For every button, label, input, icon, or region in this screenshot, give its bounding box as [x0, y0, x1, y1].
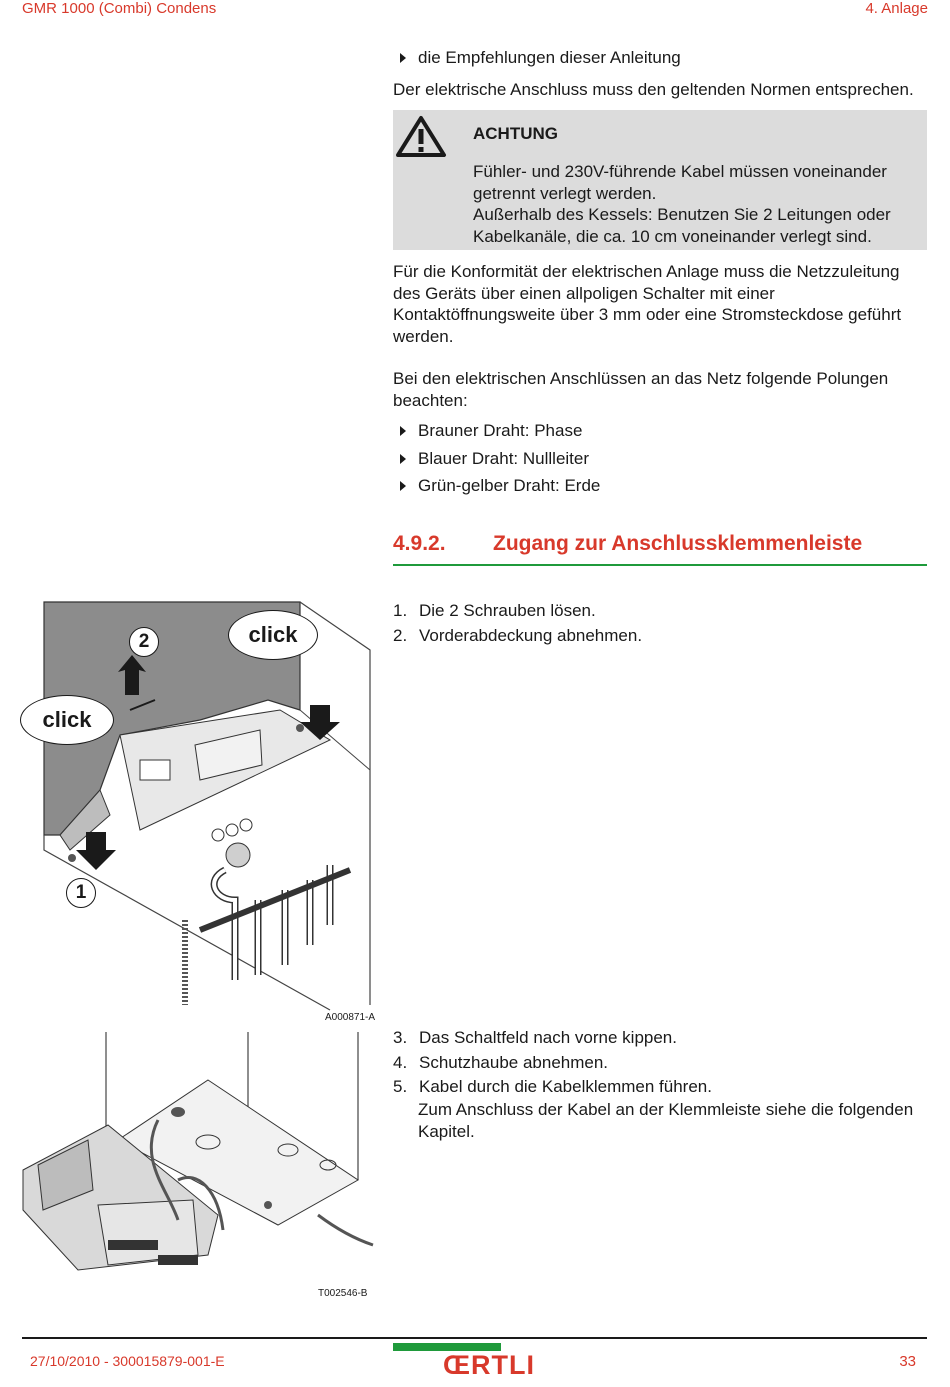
step-text-line: Zum Anschluss der Kabel an der Klemmleiste siehe die folgenden: [418, 1100, 914, 1119]
boiler-cover-illustration: [0, 600, 375, 1012]
step-text: Kabel durch die Kabelklemmen führen.: [419, 1077, 712, 1096]
step-item: [393, 1053, 608, 1073]
polarity-bullet: [392, 421, 582, 441]
figure-cover-removal: [0, 600, 375, 1012]
section-rule: [393, 564, 927, 566]
polarity-bullet-text: Grün-gelber Draht: Erde: [418, 476, 601, 495]
paragraph-polarity: [393, 368, 888, 411]
warning-title: ACHTUNG: [473, 124, 558, 143]
figure-code: T002546-B: [318, 1288, 368, 1299]
step-number: 1.: [393, 601, 408, 620]
step-number: 2.: [393, 626, 408, 645]
control-panel-illustration: [18, 1030, 376, 1285]
step-text-line: Kapitel.: [418, 1121, 475, 1141]
intro-bullet-text: die Empfehlungen dieser Anleitung: [418, 48, 681, 67]
step-number: 4.: [393, 1053, 408, 1072]
step-number: 3.: [393, 1028, 408, 1047]
step-item: [393, 601, 596, 621]
step-item: [393, 626, 642, 646]
polarity-bullet-text: Brauner Draht: Phase: [418, 421, 583, 440]
bullet-arrow-icon: [400, 426, 406, 436]
paragraph-line: des Geräts über einen allpoligen Schalter mit einer: [393, 283, 775, 303]
footer-date-ref: 27/10/2010 - 300015879-001-E: [30, 1353, 225, 1369]
intro-bullet: [392, 48, 681, 68]
warning-line: Fühler- und 230V-führende Kabel müssen voneinander: [473, 162, 887, 181]
click-callout-left: click: [20, 695, 114, 745]
figure-code: A000871-A: [325, 1012, 376, 1023]
step-text: Vorderabdeckung abnehmen.: [419, 626, 643, 645]
header-chapter: 4. Anlage: [865, 0, 928, 17]
warning-line: Kabelkanäle, die ca. 10 cm voneinander verlegt sind.: [473, 226, 872, 246]
step-text: Die 2 Schrauben lösen.: [419, 601, 596, 620]
click-callout-top: click: [228, 610, 318, 660]
intro-line: Der elektrische Anschluss muss den geltenden Normen entsprechen.: [393, 80, 914, 99]
paragraph-line: Bei den elektrischen Anschlüssen an das Netz folgende Polungen: [393, 369, 889, 388]
section-title: Zugang zur Anschlussklemmenleiste: [493, 532, 863, 555]
bullet-arrow-icon: [400, 53, 406, 63]
warning-box: [393, 110, 927, 250]
bullet-arrow-icon: [400, 454, 406, 464]
figure-label-2: 2: [129, 627, 159, 657]
paragraph-line: Kontaktöffnungsweite über 3 mm oder eine Stromsteckdose geführt: [393, 305, 902, 324]
paragraph-conformity: [393, 261, 901, 347]
warning-triangle-icon: [395, 114, 447, 158]
paragraph-line: beachten:: [393, 390, 468, 410]
polarity-bullet-text: Blauer Draht: Nullleiter: [418, 449, 590, 468]
paragraph-line: Für die Konformität der elektrischen Anlage muss die Netzzuleitung: [393, 262, 900, 281]
section-number: 4.9.2.: [393, 532, 446, 555]
figure-control-panel: [18, 1030, 376, 1285]
polarity-bullet: [392, 476, 600, 496]
warning-line: getrennt verlegt werden.: [473, 183, 657, 203]
figure-label-1: 1: [66, 878, 96, 908]
step-item: [393, 1077, 712, 1097]
paragraph-line: werden.: [393, 326, 454, 346]
footer-rule: [22, 1337, 927, 1339]
step-text: Das Schaltfeld nach vorne kippen.: [419, 1028, 677, 1047]
bullet-arrow-icon: [400, 481, 406, 491]
step-number: 5.: [393, 1077, 408, 1096]
page-number: 33: [899, 1353, 916, 1370]
step-item: [393, 1028, 677, 1048]
warning-line: Außerhalb des Kessels: Benutzen Sie 2 Leitungen oder: [473, 205, 891, 224]
warning-text: [473, 161, 891, 247]
header-doc-title: GMR 1000 (Combi) Condens: [22, 0, 217, 17]
step-text: Schutzhaube abnehmen.: [419, 1053, 609, 1072]
step-5-continuation: [418, 1099, 913, 1142]
brand-logo: ŒRTLI: [443, 1350, 535, 1380]
polarity-bullet: [392, 449, 589, 469]
